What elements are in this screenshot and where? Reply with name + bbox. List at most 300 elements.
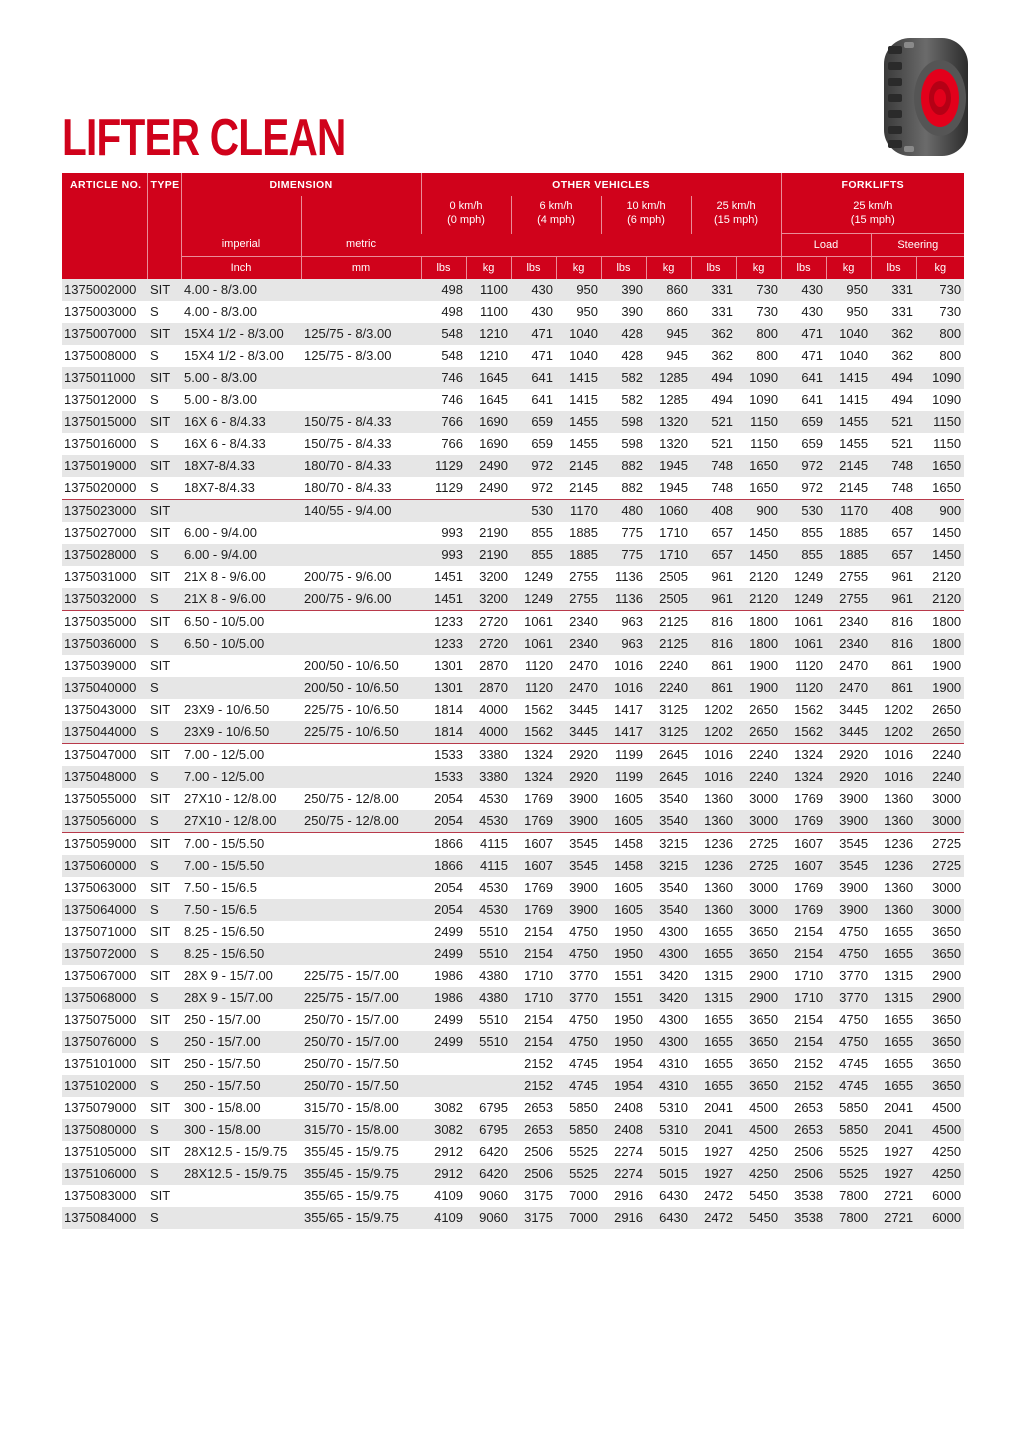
cell-value: 730 (736, 301, 781, 323)
cell-value: 3200 (466, 588, 511, 611)
cell-value: 2650 (736, 721, 781, 744)
cell-value: 2720 (466, 633, 511, 655)
cell-value: 2653 (511, 1119, 556, 1141)
cell-imperial: 250 - 15/7.00 (181, 1009, 301, 1031)
cell-value: 1769 (511, 810, 556, 833)
cell-value: 4530 (466, 877, 511, 899)
table-row (62, 721, 964, 744)
cell-value: 5850 (556, 1097, 601, 1119)
cell-value: 1800 (916, 633, 964, 655)
cell-metric: 180/70 - 8/4.33 (301, 477, 421, 500)
cell-value: 1927 (871, 1163, 916, 1185)
cell-value: 1150 (916, 433, 964, 455)
cell-value: 2472 (691, 1207, 736, 1229)
cell-value: 2154 (511, 1031, 556, 1053)
table-row (62, 1207, 964, 1229)
cell-type: SIT (147, 1009, 181, 1031)
cell-value: 3175 (511, 1207, 556, 1229)
cell-metric (301, 921, 421, 943)
cell-metric (301, 367, 421, 389)
cell-value: 3445 (556, 721, 601, 744)
cell-type: SIT (147, 323, 181, 345)
cell-value: 2755 (556, 588, 601, 611)
cell-imperial (181, 500, 301, 523)
cell-value: 993 (421, 522, 466, 544)
cell-value: 521 (691, 411, 736, 433)
cell-value: 2408 (601, 1097, 646, 1119)
cell-value: 408 (691, 500, 736, 523)
table-row (62, 367, 964, 389)
header-unit-lbs: lbs (511, 257, 556, 280)
cell-value: 1450 (916, 522, 964, 544)
cell-value: 1900 (736, 677, 781, 699)
cell-article-no: 1375060000 (62, 855, 147, 877)
cell-imperial: 7.50 - 15/6.5 (181, 877, 301, 899)
cell-value: 1360 (871, 788, 916, 810)
cell-imperial: 8.25 - 15/6.50 (181, 943, 301, 965)
header-unit-lbs: lbs (781, 257, 826, 280)
cell-value: 5850 (826, 1119, 871, 1141)
cell-value: 1814 (421, 721, 466, 744)
cell-value: 1710 (511, 987, 556, 1009)
cell-value: 2470 (826, 655, 871, 677)
cell-type: SIT (147, 1097, 181, 1119)
cell-value: 598 (601, 433, 646, 455)
cell-value: 1605 (601, 788, 646, 810)
cell-value: 3215 (646, 855, 691, 877)
cell-value: 5525 (826, 1141, 871, 1163)
cell-value: 1650 (916, 455, 964, 477)
cell-imperial: 27X10 - 12/8.00 (181, 810, 301, 833)
cell-value: 1120 (781, 655, 826, 677)
cell-type: S (147, 345, 181, 367)
cell-value: 1061 (781, 611, 826, 634)
cell-value: 1455 (556, 433, 601, 455)
cell-article-no: 1375019000 (62, 455, 147, 477)
cell-value: 4109 (421, 1207, 466, 1229)
cell-value: 494 (871, 367, 916, 389)
cell-metric (301, 744, 421, 767)
cell-value: 331 (871, 279, 916, 301)
cell-metric: 355/45 - 15/9.75 (301, 1141, 421, 1163)
cell-type: S (147, 766, 181, 788)
cell-value: 961 (871, 566, 916, 588)
cell-metric: 200/50 - 10/6.50 (301, 655, 421, 677)
cell-value: 950 (556, 279, 601, 301)
cell-value (466, 500, 511, 523)
cell-value: 1315 (691, 987, 736, 1009)
cell-value: 3650 (736, 943, 781, 965)
cell-imperial: 4.00 - 8/3.00 (181, 279, 301, 301)
cell-value: 471 (781, 345, 826, 367)
cell-value: 2506 (781, 1141, 826, 1163)
cell-value: 1607 (781, 855, 826, 877)
cell-metric: 200/75 - 9/6.00 (301, 566, 421, 588)
cell-value: 1655 (871, 1053, 916, 1075)
cell-value: 1769 (511, 877, 556, 899)
cell-metric: 140/55 - 9/4.00 (301, 500, 421, 523)
cell-value: 2900 (736, 987, 781, 1009)
cell-value: 2653 (511, 1097, 556, 1119)
table-row (62, 477, 964, 500)
cell-value: 855 (511, 522, 556, 544)
table-row (62, 855, 964, 877)
cell-value: 521 (871, 411, 916, 433)
cell-value: 1061 (511, 633, 556, 655)
cell-value: 1650 (736, 455, 781, 477)
cell-article-no: 1375043000 (62, 699, 147, 721)
cell-value: 1866 (421, 833, 466, 856)
cell-value: 3650 (736, 921, 781, 943)
cell-value: 1655 (691, 921, 736, 943)
cell-value: 2154 (781, 1009, 826, 1031)
cell-metric: 150/75 - 8/4.33 (301, 433, 421, 455)
cell-value: 2650 (916, 721, 964, 744)
cell-value: 1605 (601, 899, 646, 921)
cell-value: 961 (691, 588, 736, 611)
cell-article-no: 1375016000 (62, 433, 147, 455)
header-unit-kg: kg (556, 257, 601, 280)
cell-value: 3540 (646, 788, 691, 810)
cell-value: 6420 (466, 1141, 511, 1163)
cell-value: 1129 (421, 455, 466, 477)
cell-article-no: 1375008000 (62, 345, 147, 367)
cell-type: SIT (147, 500, 181, 523)
header-load: Load (781, 234, 871, 257)
cell-value: 3380 (466, 744, 511, 767)
cell-value: 1061 (781, 633, 826, 655)
cell-value: 1800 (916, 611, 964, 634)
cell-value: 1562 (781, 699, 826, 721)
cell-value: 331 (691, 301, 736, 323)
cell-value: 2041 (871, 1119, 916, 1141)
cell-value: 657 (871, 544, 916, 566)
cell-value: 2912 (421, 1141, 466, 1163)
cell-value: 2041 (691, 1097, 736, 1119)
cell-value: 2154 (781, 943, 826, 965)
cell-article-no: 1375102000 (62, 1075, 147, 1097)
cell-value: 4500 (916, 1119, 964, 1141)
table-row (62, 1053, 964, 1075)
cell-value: 2240 (916, 744, 964, 767)
cell-metric (301, 766, 421, 788)
cell-type: SIT (147, 279, 181, 301)
cell-value: 1040 (556, 345, 601, 367)
cell-value: 428 (601, 323, 646, 345)
cell-value: 1040 (826, 345, 871, 367)
cell-value: 1360 (691, 899, 736, 921)
cell-value: 900 (736, 500, 781, 523)
cell-imperial: 4.00 - 8/3.00 (181, 301, 301, 323)
cell-value: 1285 (646, 389, 691, 411)
cell-value: 3125 (646, 721, 691, 744)
cell-value: 3175 (511, 1185, 556, 1207)
cell-article-no: 1375056000 (62, 810, 147, 833)
header-unit-kg: kg (826, 257, 871, 280)
cell-type: S (147, 588, 181, 611)
cell-value: 860 (646, 279, 691, 301)
cell-value: 3215 (646, 833, 691, 856)
cell-value: 659 (781, 411, 826, 433)
cell-article-no: 1375002000 (62, 279, 147, 301)
cell-type: SIT (147, 611, 181, 634)
cell-value: 2755 (826, 588, 871, 611)
table-row (62, 633, 964, 655)
cell-value: 816 (691, 633, 736, 655)
cell-value: 861 (871, 677, 916, 699)
cell-metric: 250/70 - 15/7.50 (301, 1053, 421, 1075)
cell-value: 2490 (466, 455, 511, 477)
header-speed-10: 10 km/h (6 mph) (601, 196, 691, 234)
cell-imperial (181, 655, 301, 677)
cell-value: 2653 (781, 1097, 826, 1119)
cell-imperial: 250 - 15/7.00 (181, 1031, 301, 1053)
cell-value: 494 (691, 389, 736, 411)
cell-type: S (147, 477, 181, 500)
cell-value: 1415 (556, 367, 601, 389)
cell-value: 582 (601, 367, 646, 389)
cell-value: 1320 (646, 411, 691, 433)
cell-value: 1360 (691, 788, 736, 810)
cell-value: 2120 (736, 566, 781, 588)
cell-value: 6795 (466, 1119, 511, 1141)
cell-metric: 225/75 - 15/7.00 (301, 965, 421, 987)
cell-value: 2145 (826, 477, 871, 500)
cell-value: 2490 (466, 477, 511, 500)
cell-value: 1090 (736, 389, 781, 411)
cell-imperial: 300 - 15/8.00 (181, 1119, 301, 1141)
header-unit-lbs: lbs (691, 257, 736, 280)
cell-metric: 150/75 - 8/4.33 (301, 411, 421, 433)
cell-imperial: 18X7-8/4.33 (181, 455, 301, 477)
cell-value: 2472 (691, 1185, 736, 1207)
cell-value: 1710 (646, 544, 691, 566)
cell-metric: 225/75 - 10/6.50 (301, 699, 421, 721)
cell-value: 480 (601, 500, 646, 523)
table-row (62, 1119, 964, 1141)
cell-value: 855 (781, 522, 826, 544)
cell-metric (301, 943, 421, 965)
cell-value: 2870 (466, 677, 511, 699)
cell-value: 1202 (871, 721, 916, 744)
cell-type: S (147, 389, 181, 411)
cell-value: 1233 (421, 611, 466, 634)
cell-value: 861 (691, 655, 736, 677)
cell-imperial: 23X9 - 10/6.50 (181, 699, 301, 721)
cell-value: 4745 (826, 1075, 871, 1097)
cell-value: 1202 (871, 699, 916, 721)
cell-value: 2190 (466, 522, 511, 544)
cell-value: 1455 (556, 411, 601, 433)
cell-metric: 250/70 - 15/7.00 (301, 1009, 421, 1031)
table-row (62, 699, 964, 721)
cell-value: 3770 (556, 965, 601, 987)
cell-value: 659 (781, 433, 826, 455)
cell-value: 945 (646, 323, 691, 345)
cell-value: 3900 (556, 877, 601, 899)
cell-value: 963 (601, 611, 646, 634)
cell-metric: 250/70 - 15/7.00 (301, 1031, 421, 1053)
cell-article-no: 1375067000 (62, 965, 147, 987)
cell-value: 1927 (871, 1141, 916, 1163)
table-row (62, 1031, 964, 1053)
cell-value: 1945 (646, 455, 691, 477)
cell-value (421, 1075, 466, 1097)
cell-value: 1450 (736, 522, 781, 544)
cell-value (466, 1053, 511, 1075)
table-row (62, 544, 964, 566)
cell-value: 530 (511, 500, 556, 523)
cell-imperial (181, 1207, 301, 1229)
cell-value: 1551 (601, 987, 646, 1009)
cell-value: 3650 (916, 943, 964, 965)
table-row (62, 1075, 964, 1097)
cell-value: 3000 (736, 788, 781, 810)
cell-value: 1533 (421, 744, 466, 767)
table-row (62, 455, 964, 477)
cell-value: 2340 (556, 611, 601, 634)
cell-value: 972 (511, 477, 556, 500)
cell-value: 4530 (466, 899, 511, 921)
cell-value: 882 (601, 477, 646, 500)
cell-type: SIT (147, 833, 181, 856)
cell-value: 1249 (511, 588, 556, 611)
cell-value: 1800 (736, 633, 781, 655)
cell-value: 4115 (466, 855, 511, 877)
cell-value: 1605 (601, 810, 646, 833)
cell-value: 2120 (736, 588, 781, 611)
cell-imperial: 18X7-8/4.33 (181, 477, 301, 500)
cell-value: 2240 (736, 766, 781, 788)
cell-value: 950 (556, 301, 601, 323)
cell-imperial: 250 - 15/7.50 (181, 1075, 301, 1097)
cell-value: 861 (871, 655, 916, 677)
cell-value: 3900 (826, 877, 871, 899)
cell-value: 2054 (421, 788, 466, 810)
cell-imperial: 6.00 - 9/4.00 (181, 544, 301, 566)
cell-article-no: 1375075000 (62, 1009, 147, 1031)
cell-value: 4380 (466, 987, 511, 1009)
cell-value: 362 (691, 345, 736, 367)
cell-value: 855 (781, 544, 826, 566)
table-row (62, 522, 964, 544)
cell-type: SIT (147, 1141, 181, 1163)
cell-type: S (147, 1075, 181, 1097)
cell-value: 748 (691, 477, 736, 500)
cell-value: 2154 (781, 921, 826, 943)
cell-value: 1455 (826, 433, 871, 455)
cell-value: 1236 (871, 855, 916, 877)
cell-article-no: 1375012000 (62, 389, 147, 411)
cell-value: 7800 (826, 1185, 871, 1207)
cell-value: 4300 (646, 1009, 691, 1031)
cell-value: 430 (781, 301, 826, 323)
cell-value: 6420 (466, 1163, 511, 1185)
cell-value: 1655 (691, 1053, 736, 1075)
cell-imperial: 6.50 - 10/5.00 (181, 633, 301, 655)
cell-value: 1415 (826, 389, 871, 411)
cell-value: 748 (871, 477, 916, 500)
cell-value: 2041 (871, 1097, 916, 1119)
header-forklift-speed: 25 km/h (15 mph) (781, 196, 964, 234)
cell-type: SIT (147, 744, 181, 767)
cell-value: 2721 (871, 1185, 916, 1207)
cell-value: 1451 (421, 588, 466, 611)
cell-value: 2725 (736, 833, 781, 856)
cell-value: 1655 (691, 1009, 736, 1031)
cell-type: SIT (147, 699, 181, 721)
cell-article-no: 1375047000 (62, 744, 147, 767)
cell-value: 3650 (916, 921, 964, 943)
cell-value: 3000 (916, 810, 964, 833)
cell-imperial: 28X 9 - 15/7.00 (181, 987, 301, 1009)
cell-metric: 200/50 - 10/6.50 (301, 677, 421, 699)
cell-value: 548 (421, 345, 466, 367)
cell-value: 2240 (646, 655, 691, 677)
cell-type: S (147, 1031, 181, 1053)
cell-imperial: 21X 8 - 9/6.00 (181, 566, 301, 588)
header-unit-kg: kg (466, 257, 511, 280)
cell-value: 882 (601, 455, 646, 477)
table-row (62, 1163, 964, 1185)
cell-value: 2725 (916, 855, 964, 877)
cell-value: 1249 (781, 588, 826, 611)
cell-value: 4530 (466, 810, 511, 833)
cell-imperial: 23X9 - 10/6.50 (181, 721, 301, 744)
cell-article-no: 1375003000 (62, 301, 147, 323)
cell-value: 1455 (826, 411, 871, 433)
cell-value: 582 (601, 389, 646, 411)
cell-value: 1655 (871, 1031, 916, 1053)
cell-value: 5850 (556, 1119, 601, 1141)
table-row (62, 500, 964, 523)
cell-value: 775 (601, 544, 646, 566)
cell-value: 3000 (916, 877, 964, 899)
cell-value: 2240 (916, 766, 964, 788)
cell-value: 2145 (556, 477, 601, 500)
cell-type: S (147, 1207, 181, 1229)
cell-value: 3650 (736, 1009, 781, 1031)
cell-value: 3545 (556, 855, 601, 877)
cell-value: 2152 (511, 1053, 556, 1075)
cell-value: 1301 (421, 677, 466, 699)
cell-value: 5015 (646, 1141, 691, 1163)
cell-value: 2721 (871, 1207, 916, 1229)
cell-value: 3082 (421, 1119, 466, 1141)
cell-value: 4380 (466, 965, 511, 987)
cell-value: 1533 (421, 766, 466, 788)
cell-value: 7800 (826, 1207, 871, 1229)
cell-value: 2506 (511, 1141, 556, 1163)
cell-value: 1324 (781, 766, 826, 788)
header-unit-lbs: lbs (421, 257, 466, 280)
cell-type: SIT (147, 1185, 181, 1207)
cell-article-no: 1375059000 (62, 833, 147, 856)
cell-value: 3540 (646, 877, 691, 899)
cell-article-no: 1375105000 (62, 1141, 147, 1163)
cell-value: 1360 (871, 899, 916, 921)
cell-value: 1607 (511, 855, 556, 877)
cell-value: 746 (421, 389, 466, 411)
cell-value: 3900 (556, 899, 601, 921)
cell-value: 855 (511, 544, 556, 566)
table-row (62, 899, 964, 921)
cell-type: SIT (147, 965, 181, 987)
cell-article-no: 1375028000 (62, 544, 147, 566)
cell-value: 1458 (601, 855, 646, 877)
cell-value: 2870 (466, 655, 511, 677)
cell-value: 4745 (556, 1075, 601, 1097)
